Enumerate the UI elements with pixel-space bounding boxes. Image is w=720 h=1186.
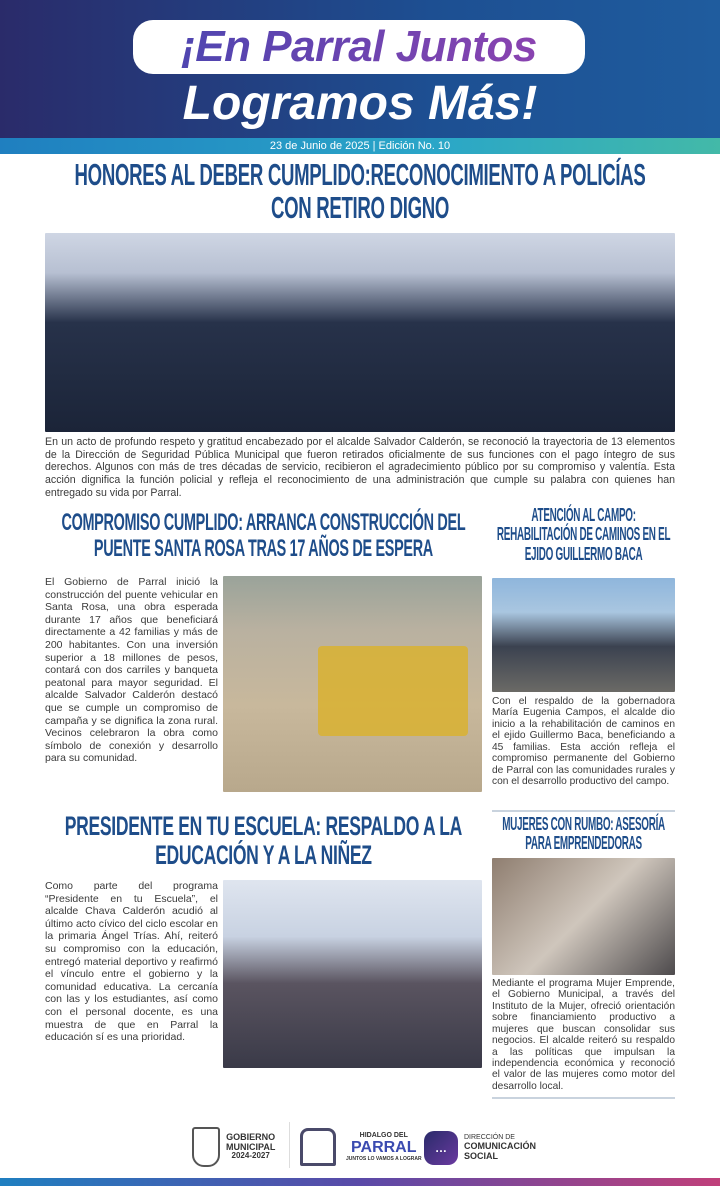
bulldozer-shape: [318, 646, 468, 736]
logo3-line3: SOCIAL: [464, 1150, 499, 1161]
article-body-mujeres: Mediante el programa Mujer Emprende, el Gobierno Municipal, a través del Instituto de la Mujer, ofreció orientación sobre financiamiento productivo a mujeres que buscan consolidar sus negocios. El alcalde reiteró su respaldo a las políticas que impulsan la independencia económica y reconoció el valor de las mujeres como motor del desarrollo local.: [492, 978, 675, 1092]
masthead-title-pill: [133, 20, 585, 74]
article-body-honores: En un acto de profundo respeto y gratitud encabezado por el alcalde Salvador Calderón, se reconoció la trayectoria de 13 elementos de la Dirección de Seguridad Pública Municipal que fueron retirados oficialmente de sus funciones con el pago íntegro de sus derechos. Algunos con más de tres décadas de servicio, recibieron el agradecimiento público por su compromiso y valentía. Esta acción dignifica la función policial y refleja el reconocimiento de una administración que cumple su palabra con quienes han entregado su vida por Parral.: [45, 436, 675, 499]
chat-bubble-icon: …: [424, 1131, 458, 1165]
logo-comunicacion-social: [424, 1128, 536, 1168]
logo3-line2: COMUNICACIÓN: [464, 1140, 536, 1151]
photo-police-ceremony: [45, 233, 675, 432]
divider: [492, 1097, 675, 1099]
headline-mujeres: MUJERES CON RUMBO: ASESORÍA PARA EMPRENDEDORAS: [502, 814, 665, 854]
article-body-puente: El Gobierno de Parral inició la construcción del puente vehicular en Santa Rosa, una obra esperada durante 17 años que beneficiará directamente a 42 familias y más de 200 habitantes. Con una inversión superior a 18 millones de pesos, contará con dos carriles y banqueta peatonal para mayor seguridad. El alcalde Salvador Calderón destacó que se cumple un compromiso de campaña y se dignifica la zona rural. Vecinos celebraron la obra como símbolo de conexión y desarrollo para su comunidad.: [45, 576, 218, 765]
logo3-line1: DIRECCIÓN DE: [464, 1134, 515, 1142]
photo-school-event: [223, 880, 482, 1068]
headline-honores: HONORES AL DEBER CUMPLIDO:RECONOCIMIENTO A POLICÍAS CON RETIRO DIGNO: [74, 157, 646, 226]
coat-of-arms-icon: [192, 1127, 220, 1167]
logo-gobierno-municipal: [192, 1124, 275, 1170]
logo-hidalgo-del-parral: [300, 1124, 422, 1170]
date-edition-bar: 23 de Junio de 2025 | Edición No. 10: [0, 138, 720, 154]
logo2-line1: HIDALGO DEL: [359, 1131, 408, 1139]
logo1-line2: MUNICIPAL: [226, 1141, 276, 1152]
divider: [289, 1122, 290, 1168]
logo2-line3: JUNTOS LO VAMOS A LOGRAR: [346, 1155, 422, 1162]
masthead-title-line1: ¡En Parral Juntos: [181, 22, 537, 71]
logo1-line1: GOBIERNO: [226, 1131, 276, 1142]
photo-road-machinery: [492, 578, 675, 692]
logo1-line3: 2024-2027: [231, 1151, 270, 1161]
headline-campo: ATENCIÓN AL CAMPO: REHABILITACIÓN DE CAMINOS EN EL EJIDO GUILLERMO BACA: [496, 505, 671, 564]
footer-color-bar: [0, 1178, 720, 1186]
headline-escuela: PRESIDENTE EN TU ESCUELA: RESPALDO A LA EDUCACIÓN Y A LA NIÑEZ: [64, 811, 462, 871]
divider: [492, 810, 675, 812]
masthead-title-line2: Logramos Más!: [182, 77, 538, 130]
headline-puente: COMPROMISO CUMPLIDO: ARRANCA CONSTRUCCIÓN DEL PUENTE SANTA ROSA TRAS 17 AÑOS DE ESPERA: [61, 509, 466, 562]
article-body-escuela: Como parte del programa “Presidente en tu Escuela”, el alcalde Chava Calderón acudió al último acto cívico del ciclo escolar en la primaria Ángel Trías. Ahí, reiteró su compromiso con la educación, entregó material deportivo y reafirmó el vínculo entre el gobierno y la comunidad educativa. La cercanía con las y los estudiantes, así como con el personal docente, es una muestra de que en Parral la educación sí es una prioridad.: [45, 880, 218, 1044]
building-icon: [300, 1128, 336, 1166]
logo2-line2: PARRAL: [351, 1139, 417, 1157]
photo-women-entrepreneurs: [492, 858, 675, 975]
photo-bridge-construction: [223, 576, 482, 792]
article-body-campo: Con el respaldo de la gobernadora María Eugenia Campos, el alcalde dio inicio a la rehabilitación de caminos en el ejido Guillermo Baca, beneficiando a 45 familias. Esta acción refleja el compromiso permanente del Gobierno de Parral con las comunidades rurales y con el desarrollo productivo del campo.: [492, 696, 675, 787]
